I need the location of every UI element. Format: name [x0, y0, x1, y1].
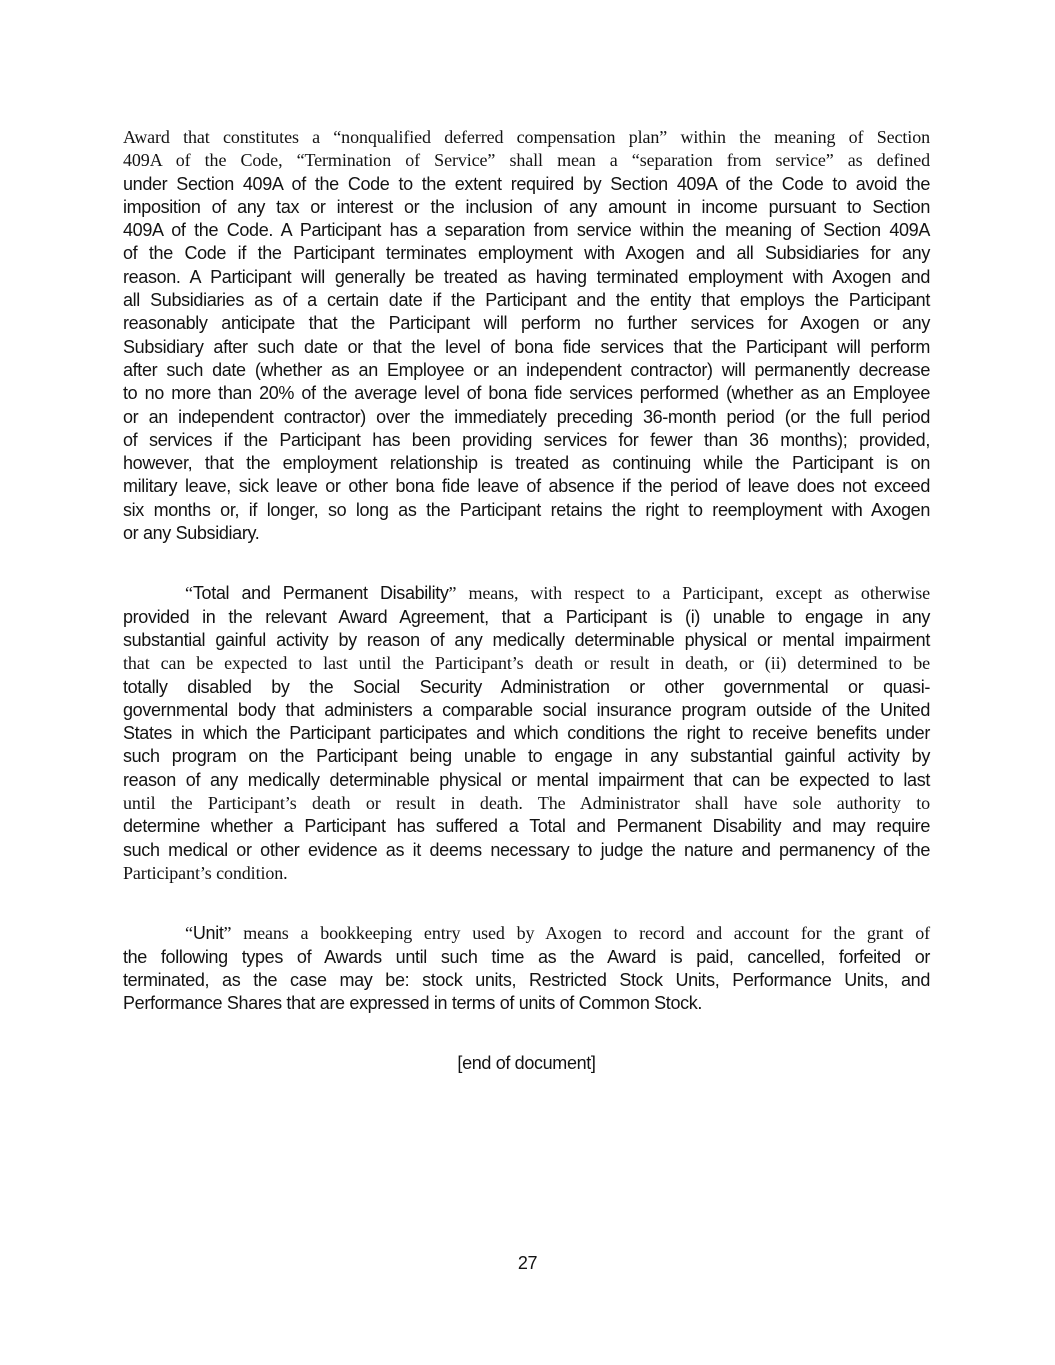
paragraph-total-and-permanent-disability-definition — [123, 582, 930, 885]
paragraph-unit-definition — [123, 922, 930, 1015]
text-run: Total and Permanent Disability — [192, 583, 449, 604]
text-run: “ — [185, 923, 193, 944]
text-line: Award that constitutes a “nonqualified deferred compensation plan” within the meaning of Section — [123, 127, 930, 147]
text-line: such medical or other evidence as it deems necessary to judge the nature and permanency of the — [123, 839, 930, 860]
paragraph-termination-of-service-definition-continued — [123, 126, 930, 545]
text-run: “ — [185, 583, 193, 604]
text-line: the following types of Awards until such time as the Award is paid, cancelled, forfeited or — [123, 946, 930, 967]
text-line: 409A of the Code. A Participant has a separation from service within the meaning of Section 409A — [123, 220, 930, 241]
text-run: Unit — [192, 923, 224, 944]
text-line: States in which the Participant participates and which conditions the right to receive benefits under — [123, 723, 930, 744]
text-run: ” means a bookkeeping entry used by Axogen to record and account for the grant of — [223, 923, 930, 944]
text-line: of services if the Participant has been providing services for fewer than 36 months); provided, — [123, 429, 930, 450]
text-line: six months or, if longer, so long as the Participant retains the right to reemployment with Axogen — [123, 499, 930, 520]
text-line: terminated, as the case may be: stock units, Restricted Stock Units, Performance Units, and — [123, 969, 930, 990]
text-line: all Subsidiaries as of a certain date if the Participant and the entity that employs the Participant — [123, 290, 930, 311]
text-line: such program on the Participant being unable to engage in any substantial gainful activity by — [123, 746, 930, 767]
text-line: Performance Shares that are expressed in terms of units of Common Stock. — [123, 993, 703, 1014]
text-line: totally disabled by the Social Security Administration or other governmental or quasi- — [123, 676, 930, 697]
text-line: or an independent contractor) over the immediately preceding 36-month period (or the full period — [123, 406, 930, 427]
text-line: reason. A Participant will generally be treated as having terminated employment with Axogen and — [123, 266, 930, 287]
text-line: Participant’s condition. — [123, 862, 288, 883]
page-number: 27 — [517, 1253, 538, 1273]
text-line: governmental body that administers a comparable social insurance program outside of the United — [123, 699, 930, 720]
text-line: imposition of any tax or interest or the inclusion of any amount in income pursuant to Section — [123, 196, 930, 217]
text-line: military leave, sick leave or other bona fide leave of absence if the period of leave does not exceed — [123, 476, 930, 497]
text-line: of the Code if the Participant terminates employment with Axogen and all Subsidiaries for any — [123, 243, 930, 264]
text-line: until the Participant’s death or result in death. The Administrator shall have sole authority to — [123, 793, 930, 814]
text-line — [123, 922, 930, 945]
text-line: reasonably anticipate that the Participant will perform no further services for Axogen or any — [123, 313, 930, 334]
text-line: 409A of the Code, “Termination of Service” shall mean a “separation from service” as defined — [123, 150, 930, 171]
text-run: ” means, with respect to a Participant, except as otherwise — [448, 583, 931, 604]
text-line: however, that the employment relationship is treated as continuing while the Participant is on — [123, 453, 930, 474]
text-line: provided in the relevant Award Agreement, that a Participant is (i) unable to engage in any — [123, 606, 930, 627]
text-line: reason of any medically determinable physical or mental impairment that can be expected to last — [123, 769, 930, 790]
text-line — [123, 582, 930, 605]
text-line: under Section 409A of the Code to the extent required by Section 409A of the Code to avoid the — [123, 173, 930, 194]
text-line: Subsidiary after such date or that the level of bona fide services that the Participant will perform — [123, 336, 930, 357]
end-of-document-marker: [end of document] — [457, 1053, 596, 1074]
text-line: substantial gainful activity by reason of any medically determinable physical or mental impairment — [123, 629, 930, 650]
text-line: or any Subsidiary. — [123, 523, 260, 544]
document-body — [123, 126, 930, 1076]
text-line: after such date (whether as an Employee or an independent contractor) will permanently decrease — [123, 359, 930, 380]
text-line: that can be expected to last until the Participant’s death or result in death, or (ii) determined to be — [123, 653, 930, 674]
text-line: determine whether a Participant has suffered a Total and Permanent Disability and may require — [123, 816, 930, 837]
text-line: to no more than 20% of the average level of bona fide services performed (whether as an Employee — [123, 383, 930, 404]
